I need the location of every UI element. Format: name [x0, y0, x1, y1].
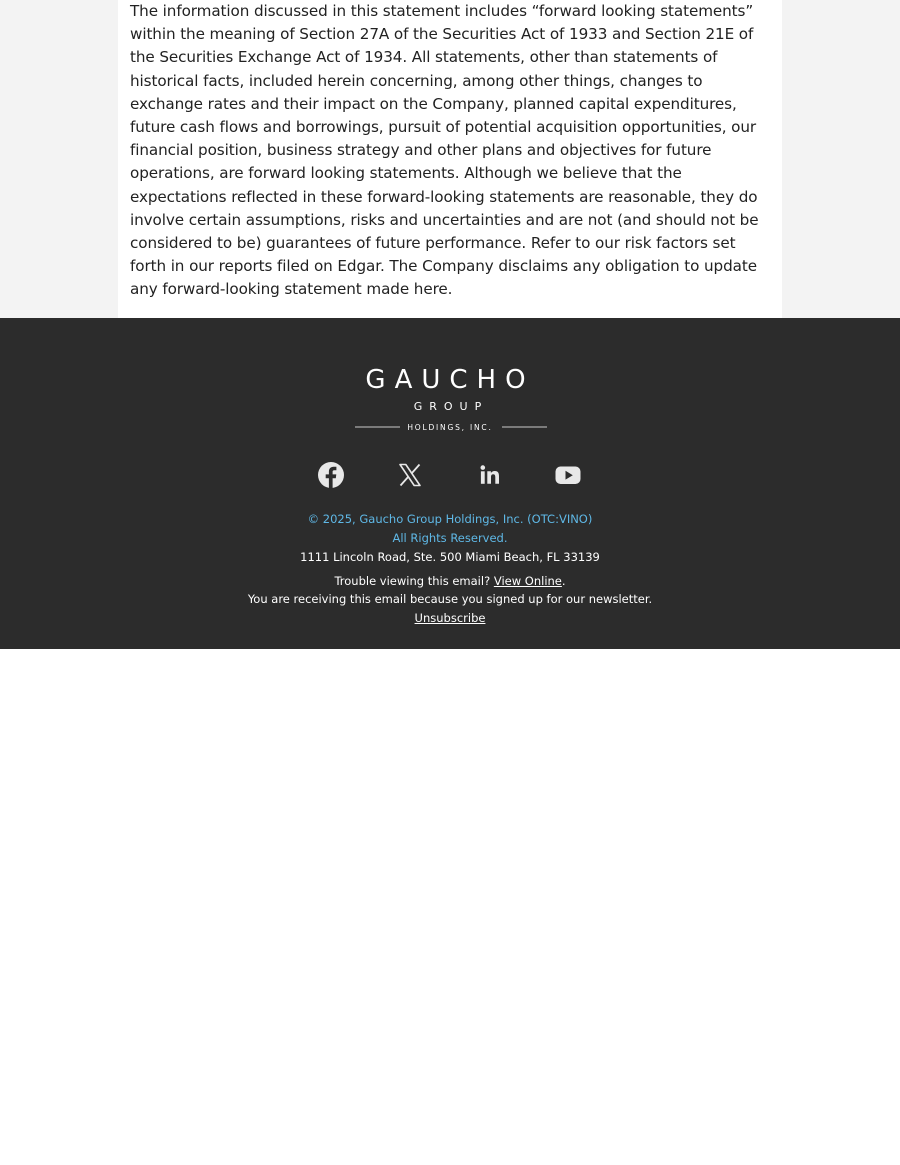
- x-twitter-link[interactable]: [395, 460, 425, 490]
- facebook-icon: [316, 460, 346, 490]
- facebook-link[interactable]: [316, 460, 346, 490]
- unsubscribe-link[interactable]: Unsubscribe: [414, 611, 486, 625]
- linkedin-link[interactable]: [474, 460, 504, 490]
- youtube-icon: [553, 460, 583, 490]
- company-address: 1111 Lincoln Road, Ste. 500 Miami Beach, FL 33139: [300, 550, 600, 564]
- gaucho-group-logo: [350, 364, 550, 434]
- content-card: [118, 0, 782, 318]
- x-twitter-icon: [395, 460, 425, 490]
- linkedin-icon: [474, 460, 504, 490]
- footer: [0, 318, 900, 649]
- youtube-link[interactable]: [553, 460, 583, 490]
- unsubscribe-line: [0, 610, 900, 626]
- rights-reserved-text: All Rights Reserved.: [392, 531, 508, 545]
- logo-wordmark: GAUCHO: [365, 365, 535, 395]
- social-links: [0, 460, 900, 490]
- trouble-viewing-text: Trouble viewing this email?: [334, 574, 494, 588]
- logo-holdings-text: HOLDINGS, INC.: [407, 423, 493, 432]
- logo-group-text: GROUP: [413, 400, 489, 413]
- view-online-link[interactable]: View Online: [493, 574, 562, 588]
- forward-looking-disclaimer: The information discussed in this statement includes “forward looking statements” within the meaning of Section 27A of the Securities Act of 1933 and Section 21E of the Securities Exchange Act of 1934. All statements, other than statements of historical facts, included herein concerning, among other things, changes to exchange rates and their impact on the Company, planned capital expenditures, future cash flows and borrowings, pursuit of potential acquisition opportunities, our financial position, business strategy and other plans and objectives for future operations, are forward looking statements. Although we believe that the expectations reflected in these forward-looking statements are reasonable, they do involve certain assumptions, risks and uncertainties and are not (and should not be considered to be) guarantees of future performance. Refer to our risk factors set forth in our reports filed on Edgar. The Company disclaims any obligation to update any forward-looking statement made here.: [130, 2, 759, 299]
- trouble-viewing-line: [0, 573, 900, 589]
- newsletter-notice: You are receiving this email because you signed up for our newsletter.: [247, 592, 653, 606]
- copyright-text: © 2025, Gaucho Group Holdings, Inc. (OTC:VINO): [307, 512, 593, 526]
- trouble-viewing-period: .: [561, 574, 566, 588]
